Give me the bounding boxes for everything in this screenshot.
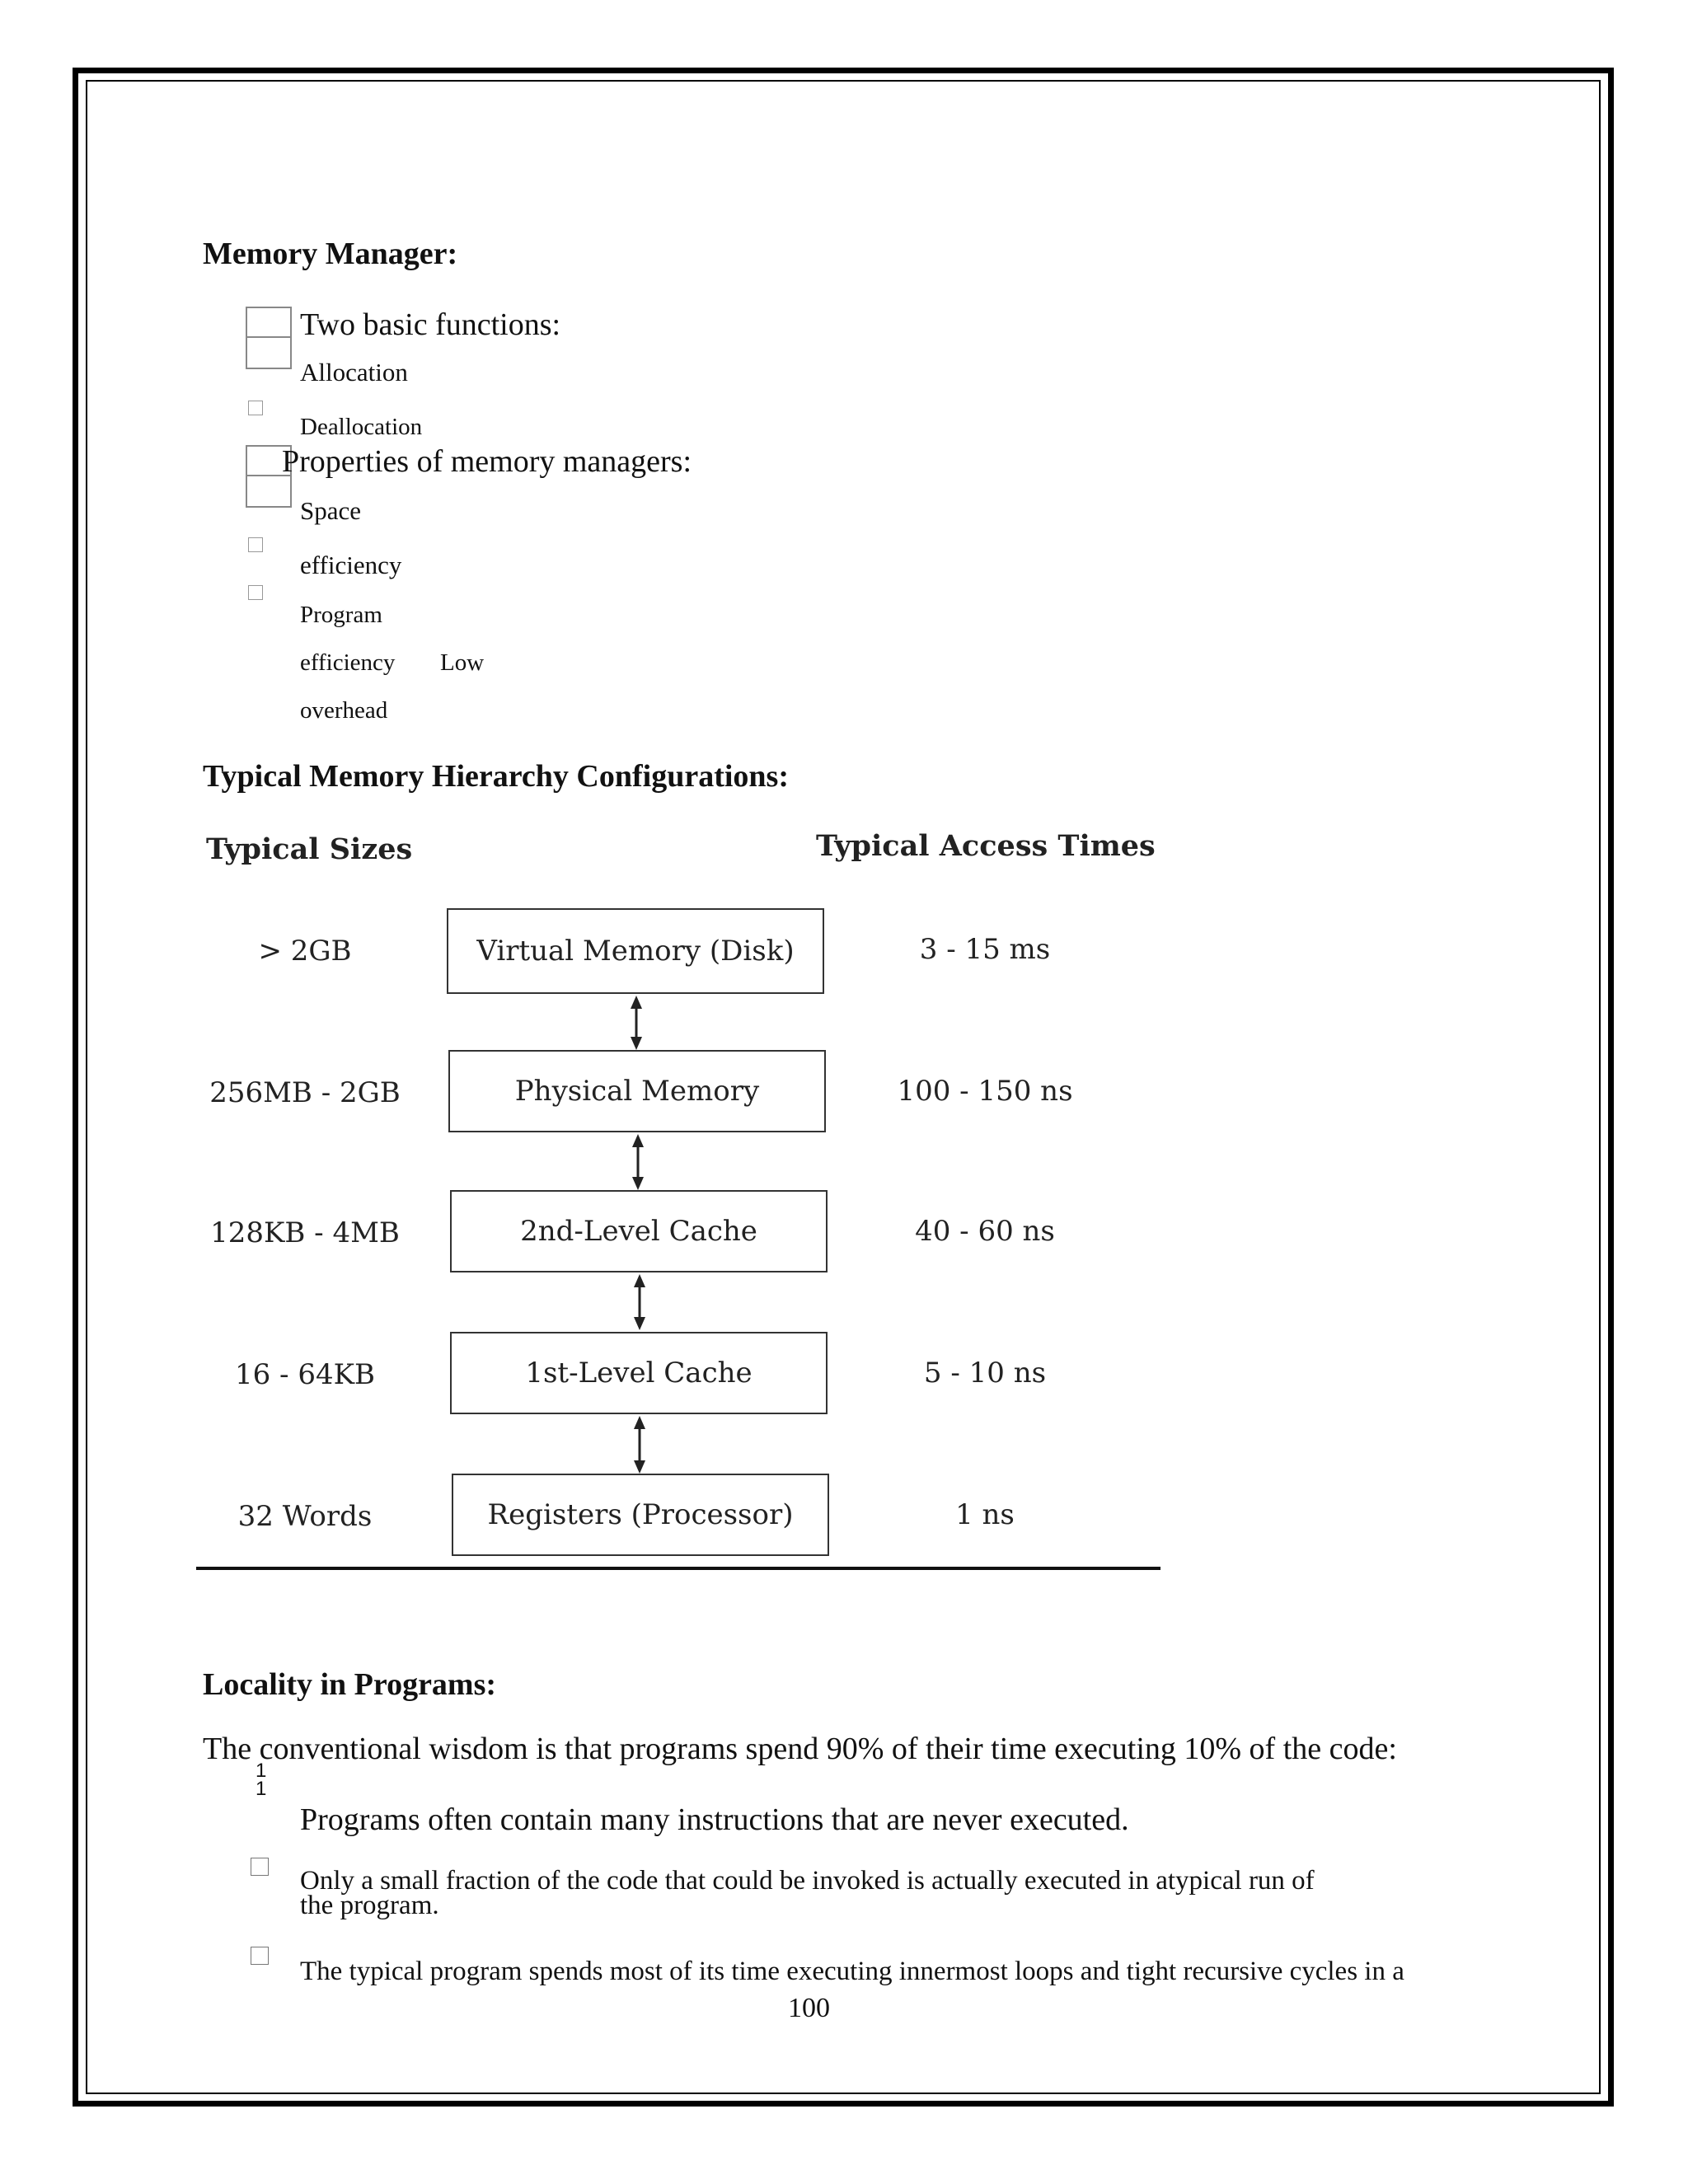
times-header: Typical Access Times [816, 829, 1156, 863]
bullet-square-icon [251, 1947, 269, 1965]
footnote-marker-line: 1 [256, 1778, 267, 1800]
footnote-marker [256, 1762, 266, 1798]
memory-manager-heading: Memory Manager: [203, 237, 458, 271]
level-time: 100 - 150 ns [897, 1075, 1073, 1108]
page-number: 100 [788, 1993, 830, 2023]
locality-heading: Locality in Programs: [203, 1667, 497, 1702]
bidirectional-arrow-icon [628, 1134, 648, 1190]
level-size: 16 - 64KB [234, 1358, 376, 1391]
level-time: 3 - 15 ms [919, 933, 1051, 966]
level-box [447, 908, 824, 994]
level-time: 40 - 60 ns [915, 1215, 1055, 1248]
bullet-square-icon [248, 401, 263, 415]
sizes-header: Typical Sizes [206, 832, 413, 866]
bullet-square-icon [251, 1858, 269, 1876]
level-time: 5 - 10 ns [923, 1357, 1047, 1390]
property-line: Program [300, 602, 382, 628]
function-item: Allocation [300, 358, 408, 387]
figure-baseline-rule [196, 1567, 1160, 1570]
level-box [450, 1190, 828, 1272]
locality-point: Only a small fraction of the code that could be invoked is actually executed in atypical run of [300, 1866, 1315, 1896]
function-item: Deallocation [300, 414, 423, 440]
level-name: Physical Memory [514, 1075, 760, 1108]
level-name: 2nd-Level Cache [520, 1215, 757, 1248]
hierarchy-heading: Typical Memory Hierarchy Configurations: [203, 759, 789, 794]
footnote-marker-line: 1 [256, 1760, 267, 1782]
bullet-box-icon [246, 475, 292, 508]
properties-title: Properties of memory managers: [282, 444, 692, 479]
level-size: 256MB - 2GB [209, 1076, 401, 1109]
level-box [448, 1050, 826, 1132]
bullet-square-icon [248, 585, 263, 600]
locality-point: Programs often contain many instructions that are never executed. [300, 1802, 1129, 1837]
level-box [452, 1474, 829, 1556]
bullet-square-icon [248, 537, 263, 552]
bullet-box-icon [246, 336, 292, 369]
level-time: 1 ns [955, 1498, 1015, 1531]
locality-point: The typical program spends most of its time executing innermost loops and tight recursive cycles in a [300, 1957, 1404, 1986]
property-line: efficiency [300, 551, 402, 579]
level-name: Registers (Processor) [487, 1498, 794, 1531]
bidirectional-arrow-icon [630, 1416, 649, 1474]
level-name: 1st-Level Cache [525, 1357, 753, 1390]
bullet-box-icon [246, 307, 292, 340]
property-line: overhead [300, 697, 388, 724]
level-name: Virtual Memory (Disk) [476, 935, 795, 968]
property-line: efficiency [300, 649, 396, 676]
property-line: Low [440, 649, 485, 676]
level-box [450, 1332, 828, 1414]
level-size: 128KB - 4MB [210, 1216, 400, 1249]
property-line: Space [300, 496, 362, 525]
level-size: > 2GB [258, 935, 352, 968]
locality-intro: The conventional wisdom is that programs spend 90% of their time executing 10% of the code: [203, 1732, 1397, 1766]
level-size: 32 Words [237, 1500, 373, 1533]
functions-title: Two basic functions: [300, 307, 561, 342]
locality-point-continued: the program. [300, 1891, 439, 1920]
bidirectional-arrow-icon [626, 996, 646, 1050]
bidirectional-arrow-icon [630, 1274, 649, 1330]
